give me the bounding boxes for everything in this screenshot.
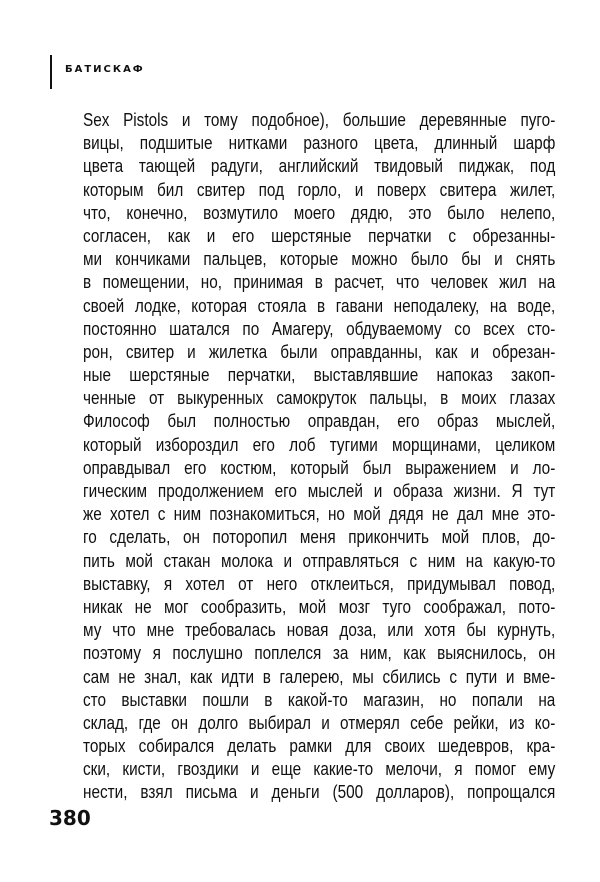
text-line: который избороздил его лоб тугими морщинами, целиком [83,434,556,455]
text-line: согласен, как и его шерстяные перчатки с обрезанны- [83,225,556,246]
text-line: что, конечно, возмутило моего дядю, это было нелепо, [83,202,556,223]
body-text [83,109,555,805]
text-line: рон, свитер и жилетка были оправданны, как и обрезан- [83,341,556,362]
text-line: выставку, я хотел от него отклеиться, придумывал повод, [83,573,556,594]
text-line: склад, где он долго выбирал и отмерял себе рейки, из ко- [83,712,556,733]
text-line: поэтому я послушно поплелся за ним, как выяснилось, он [83,643,556,664]
text-line: ски, кисти, гвоздики и еще какие-то мелочи, я помог ему [83,759,556,780]
text-line: постоянно шатался по Амагеру, обдуваемому со всех сто- [83,318,556,339]
text-line: оправдывал его костюм, который был выражением и ло- [83,457,556,478]
text-line: ченные от выкуренных самокруток пальцы, в моих глазах [83,388,556,409]
text-line: сам не знал, как идти в галерею, мы сбились с пути и вме- [83,666,556,687]
running-title: БАТИСКАФ [65,64,145,75]
text-line: пить мой стакан молока и отправляться с ним на какую-то [83,550,556,571]
text-line: торых собирался делать рамки для своих шедевров, кра- [83,736,556,757]
text-line: которым бил свитер под горло, и поверх свитера жилет, [83,179,556,200]
text-line: нести, взял письма и деньги (500 долларов), попрощался [83,782,556,803]
text-line: гическим продолжением его мыслей и образа жизни. Я тут [83,481,556,501]
text-line: Sex Pistols и тому подобное), большие деревянные пуго- [83,110,556,130]
page-number: 380 [49,806,91,830]
text-line: Философ был полностью оправдан, его образ мыслей, [83,411,556,432]
text-line: цвета тающей радуги, английский твидовый пиджак, под [83,156,556,177]
text-line: ми кончиками пальцев, которые можно было бы и снять [83,249,556,270]
text-line: вицы, подшитые нитками разного цвета, длинный шарф [83,133,556,154]
text-line: ные шерстяные перчатки, выставлявшие напоказ закоп- [83,365,556,386]
text-line: го сделать, он поторопил меня прикончить мой плов, до- [83,527,556,548]
header-rule [50,55,52,89]
text-line: же хотел с ним познакомиться, но мой дядя не дал мне это- [83,504,556,525]
text-line: в помещении, но, принимая в расчет, что человек жил на [83,272,556,293]
text-line: никак не мог сообразить, мой мозг туго соображал, пото- [83,596,556,617]
text-line: своей лодке, которая стояла в гавани неподалеку, на воде, [83,295,556,316]
text-line: сто выставки пошли в какой-то магазин, но попали на [83,689,556,710]
text-line: му что мне требовалась новая доза, или хотя бы курнуть, [83,620,556,641]
